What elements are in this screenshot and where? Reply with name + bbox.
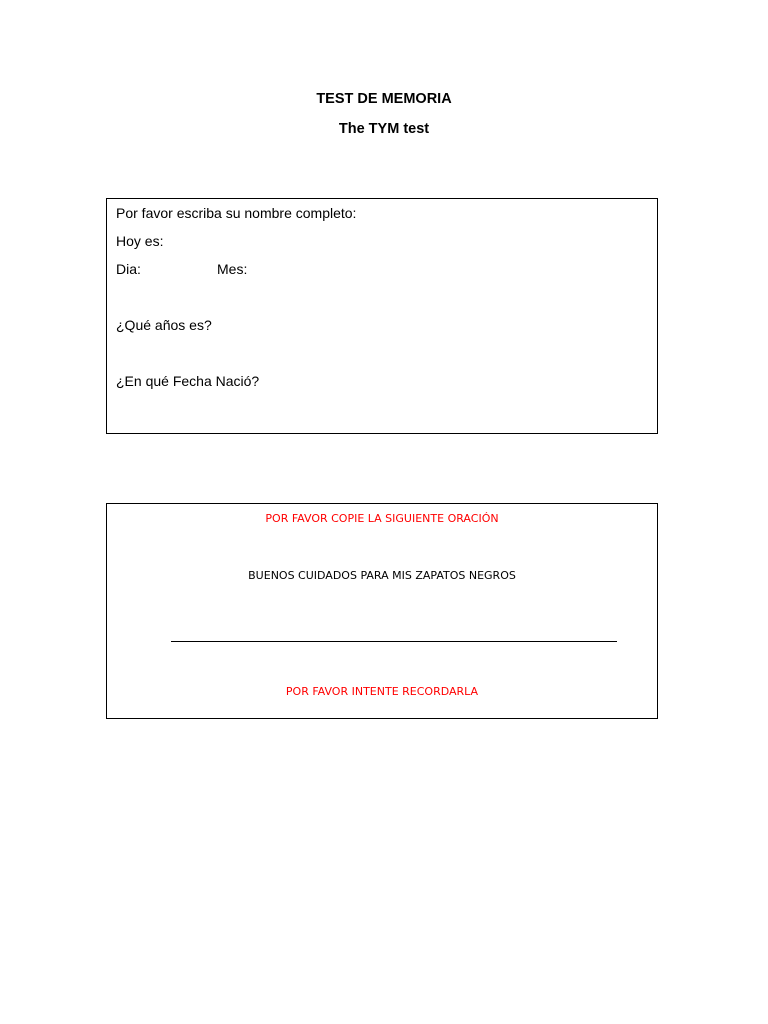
personal-info-box (106, 198, 658, 434)
test-subtitle: The TYM test (338, 121, 430, 137)
recall-instruction: POR FAVOR INTENTE RECORDARLA (285, 685, 479, 698)
age-question: ¿Qué años es? (116, 317, 212, 333)
name-prompt: Por favor escriba su nombre completo: (116, 205, 357, 221)
today-label: Hoy es: (116, 233, 164, 249)
copy-instruction: POR FAVOR COPIE LA SIGUIENTE ORACIÓN (265, 512, 499, 525)
birthdate-question: ¿En qué Fecha Nació? (116, 373, 260, 389)
copy-sentence-box (106, 503, 658, 719)
test-title: TEST DE MEMORIA (316, 91, 452, 107)
day-label: Dia: (116, 261, 141, 277)
month-label: Mes: (217, 261, 248, 277)
writing-line (171, 641, 617, 642)
sentence-to-copy: BUENOS CUIDADOS PARA MIS ZAPATOS NEGROS (248, 569, 516, 582)
